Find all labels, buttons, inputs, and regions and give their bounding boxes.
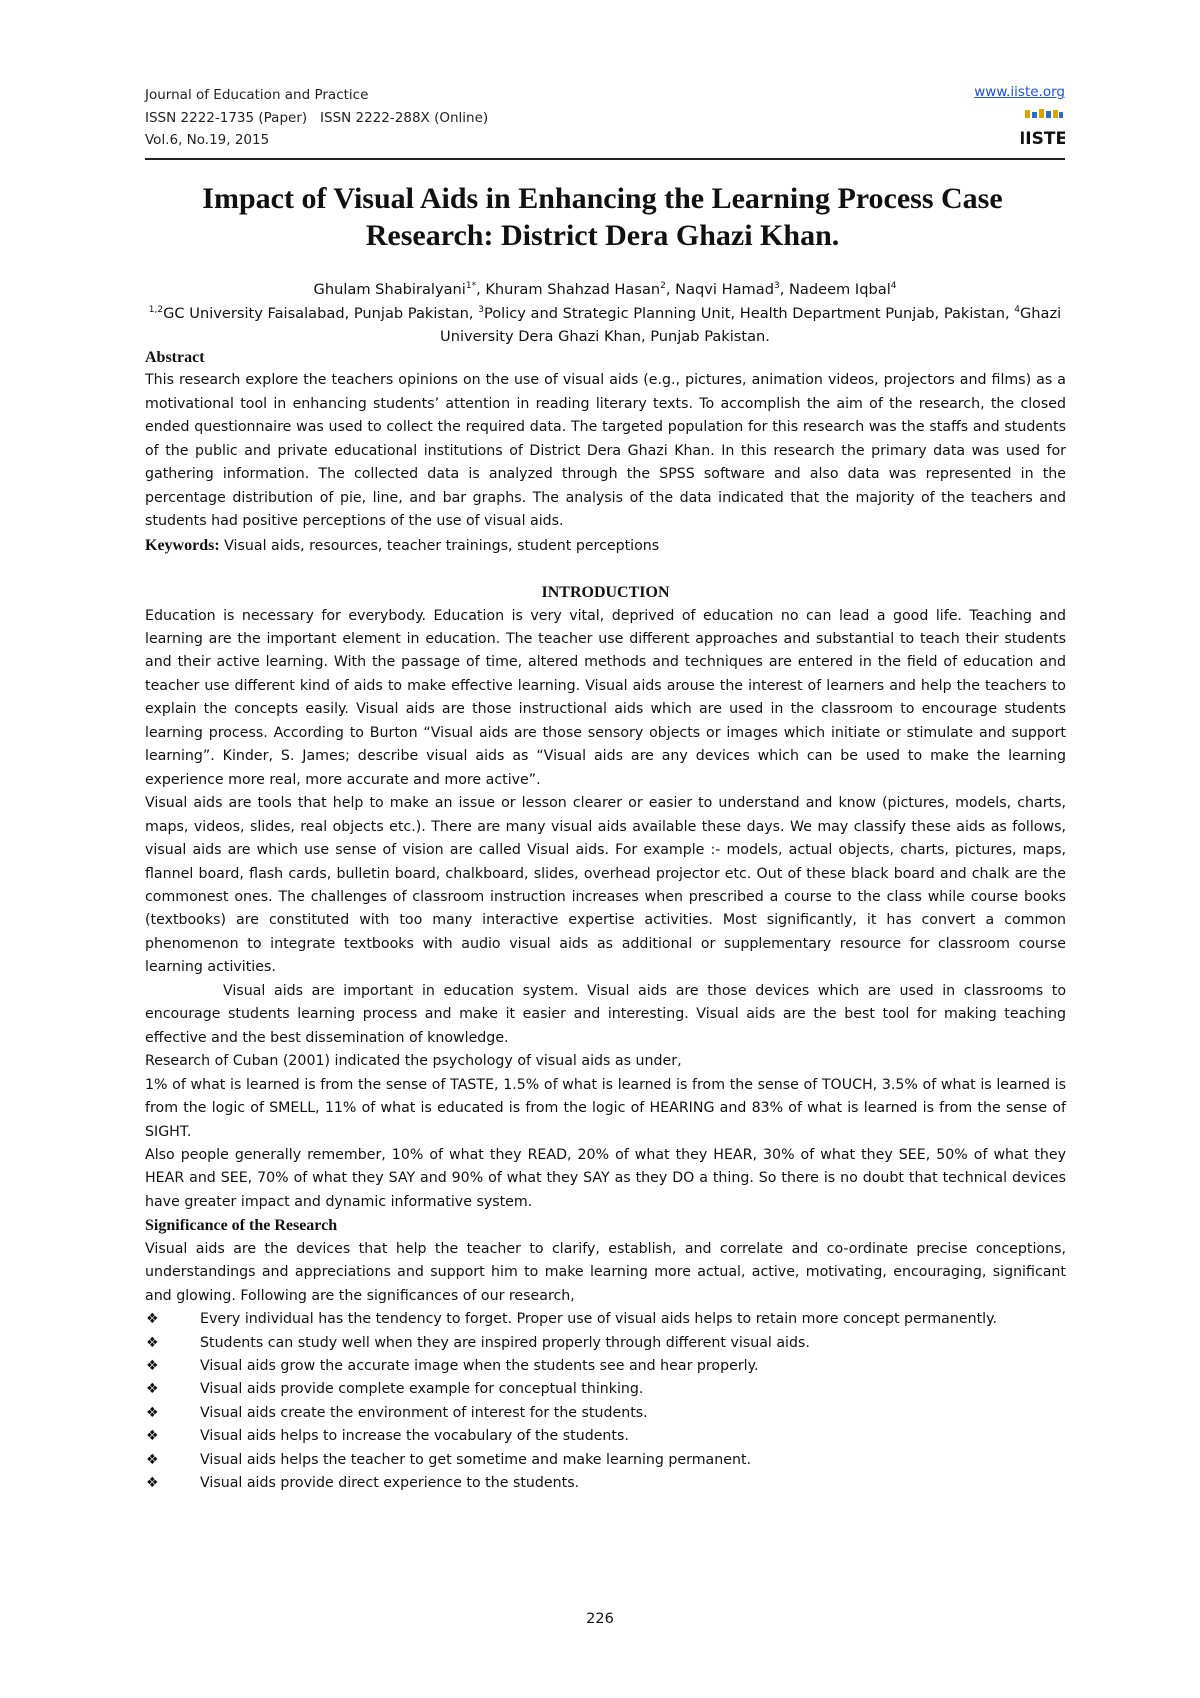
list-item: ❖ Visual aids create the environment of interest for the students. <box>145 1402 1066 1425</box>
intro-paragraph-5: 1% of what is learned is from the sense of TASTE, 1.5% of what is learned is from the sense of TOUCH, 3.5% of what is learned is from the logic of SMELL, 11% of what is educated is from the logic of HEARING and 83% of what is learned is from the sense of SIGHT. <box>145 1076 1066 1140</box>
keywords-line <box>145 534 1066 558</box>
bullet-diamond-icon: ❖ <box>146 1311 159 1328</box>
introduction-heading: INTRODUCTION <box>541 584 670 602</box>
list-item: ❖ Visual aids provide complete example for conceptual thinking. <box>145 1378 1066 1401</box>
intro-paragraph-4: Research of Cuban (2001) indicated the psychology of visual aids as under, <box>145 1053 682 1070</box>
bullet-diamond-icon: ❖ <box>146 1334 159 1351</box>
list-item: ❖ Visual aids grow the accurate image when the students see and hear properly. <box>145 1355 1066 1378</box>
authors-block <box>145 278 1065 349</box>
bullet-diamond-icon: ❖ <box>146 1358 159 1375</box>
list-item: ❖ Visual aids helps to increase the vocabulary of the students. <box>145 1425 1066 1448</box>
iiste-logo <box>1021 106 1065 150</box>
significance-paragraph: Visual aids are the devices that help the teacher to clarify, establish, and correlate and co-ordinate precise conceptions, understandings and appreciations and support him to make learning more actual, active, motivating, encouraging, significant and glowing. Following are the significances of our research, <box>145 1240 1066 1304</box>
keywords-label: Keywords: <box>145 536 220 554</box>
paper-body <box>145 346 1066 1496</box>
volume-line: Vol.6, No.19, 2015 <box>145 132 270 148</box>
issn-line: ISSN 2222-1735 (Paper) ISSN 2222-288X (Online) <box>145 109 489 126</box>
list-item: ❖ Visual aids helps the teacher to get sometime and make learning permanent. <box>145 1449 1066 1472</box>
keywords-text: Visual aids, resources, teacher trainings, student perceptions <box>219 537 660 554</box>
running-header <box>145 84 488 152</box>
bullet-diamond-icon: ❖ <box>146 1428 159 1445</box>
header-rule <box>145 158 1065 160</box>
bullet-diamond-icon: ❖ <box>146 1404 159 1421</box>
bullet-diamond-icon: ❖ <box>146 1451 159 1468</box>
bullet-diamond-icon: ❖ <box>146 1475 159 1492</box>
logo-text: IISTE <box>1021 129 1065 149</box>
list-item: ❖ Every individual has the tendency to forget. Proper use of visual aids helps to retain more concept permanently. <box>145 1308 1066 1331</box>
journal-name: Journal of Education and Practice <box>145 87 369 103</box>
page-number: 226 <box>586 1611 614 1627</box>
journal-url-link[interactable]: www.iiste.org <box>974 84 1065 100</box>
intro-paragraph-1: Education is necessary for everybody. Education is very vital, deprived of education no can lead a good life. Teaching and learning are the important element in education. The teacher use different approaches and substantial to teach their students and their active learning. With the passage of time, altered methods and techniques are entered in the field of education and teacher use different kind of aids to make effective learning. Visual aids arouse the interest of learners and help the teachers to explain the concepts easily. Visual aids are those instructional aids which are used in the classroom to encourage students learning process. According to Burton “Visual aids are those sensory objects or images which initiate or stimulate and support learning”. Kinder, S. James; describe visual aids as “Visual aids are any devices which can be used to make the learning experience more real, more accurate and more active”. <box>145 607 1066 788</box>
abstract-heading: Abstract <box>145 349 205 366</box>
intro-paragraph-2: Visual aids are tools that help to make an issue or lesson clearer or easier to understand and know (pictures, models, charts, maps, videos, slides, real objects etc.). There are many visual aids available these days. We may classify these aids as follows, visual aids are which use sense of vision are called Visual aids. For example :- models, actual objects, charts, pictures, maps, flannel board, flash cards, bulletin board, chalkboard, slides, overhead projector etc. Out of these black board and chalk are the commonest ones. The challenges of classroom instruction increases when prescribed a course to the class while course books (textbooks) are constituted with too many interactive expertise activities. Most significantly, it has convert a common phenomenon to integrate textbooks with audio visual aids as additional or supplementary resource for classroom course learning activities. <box>145 795 1066 976</box>
abstract-text: This research explore the teachers opinions on the use of visual aids (e.g., pictures, animation videos, projectors and films) as a motivational tool in enhancing students’ attention in reading literary texts. To accomplish the aim of the research, the closed ended questionnaire was used to collect the required data. The targeted population for this research was the staffs and students of the public and private educational institutions of District Dera Ghazi Khan. In this research the primary data was used for gathering information. The collected data is analyzed through the SPSS software and also data was represented in the percentage distribution of pie, line, and bar graphs. The analysis of the data indicated that the majority of the teachers and students had positive perceptions of the use of visual aids. <box>145 372 1066 530</box>
significance-heading: Significance of the Research <box>145 1217 338 1235</box>
intro-paragraph-3: Visual aids are important in education system. Visual aids are those devices which are used in classrooms to encourage students learning process and make it easier and interesting. Visual aids are the best tool for making teaching effective and the best dissemination of knowledge. <box>145 982 1066 1046</box>
significance-list <box>145 1308 1066 1496</box>
bullet-diamond-icon: ❖ <box>146 1381 159 1398</box>
list-item: ❖ Visual aids provide direct experience to the students. <box>145 1472 1066 1495</box>
paper-title: Impact of Visual Aids in Enhancing the Learning Process Case Research: District Dera Ghazi Khan. <box>202 182 1003 252</box>
affiliations: $^{1,2}$GC University Faisalabad, Punjab Pakistan, $^3$Policy and Strategic Planning Unit, Health Department Punjab, Pakistan, $^4$Ghazi University Dera Ghazi Khan, Punjab Pakistan. <box>148 304 1062 345</box>
list-item: ❖ Students can study well when they are inspired properly through different visual aids. <box>145 1332 1066 1355</box>
intro-paragraph-6: Also people generally remember, 10% of what they READ, 20% of what they HEAR, 30% of what they SEE, 50% of what they HEAR and SEE, 70% of what they SAY and 90% of what they SAY as they DO a thing. So there is no doubt that technical devices have greater impact and dynamic informative system. <box>145 1146 1066 1210</box>
author-names: Ghulam Shabiralyani$^{1*}$, Khuram Shahzad Hasan$^2$, Naqvi Hamad$^3$, Nadeem Iqbal$^4$ <box>313 281 897 298</box>
